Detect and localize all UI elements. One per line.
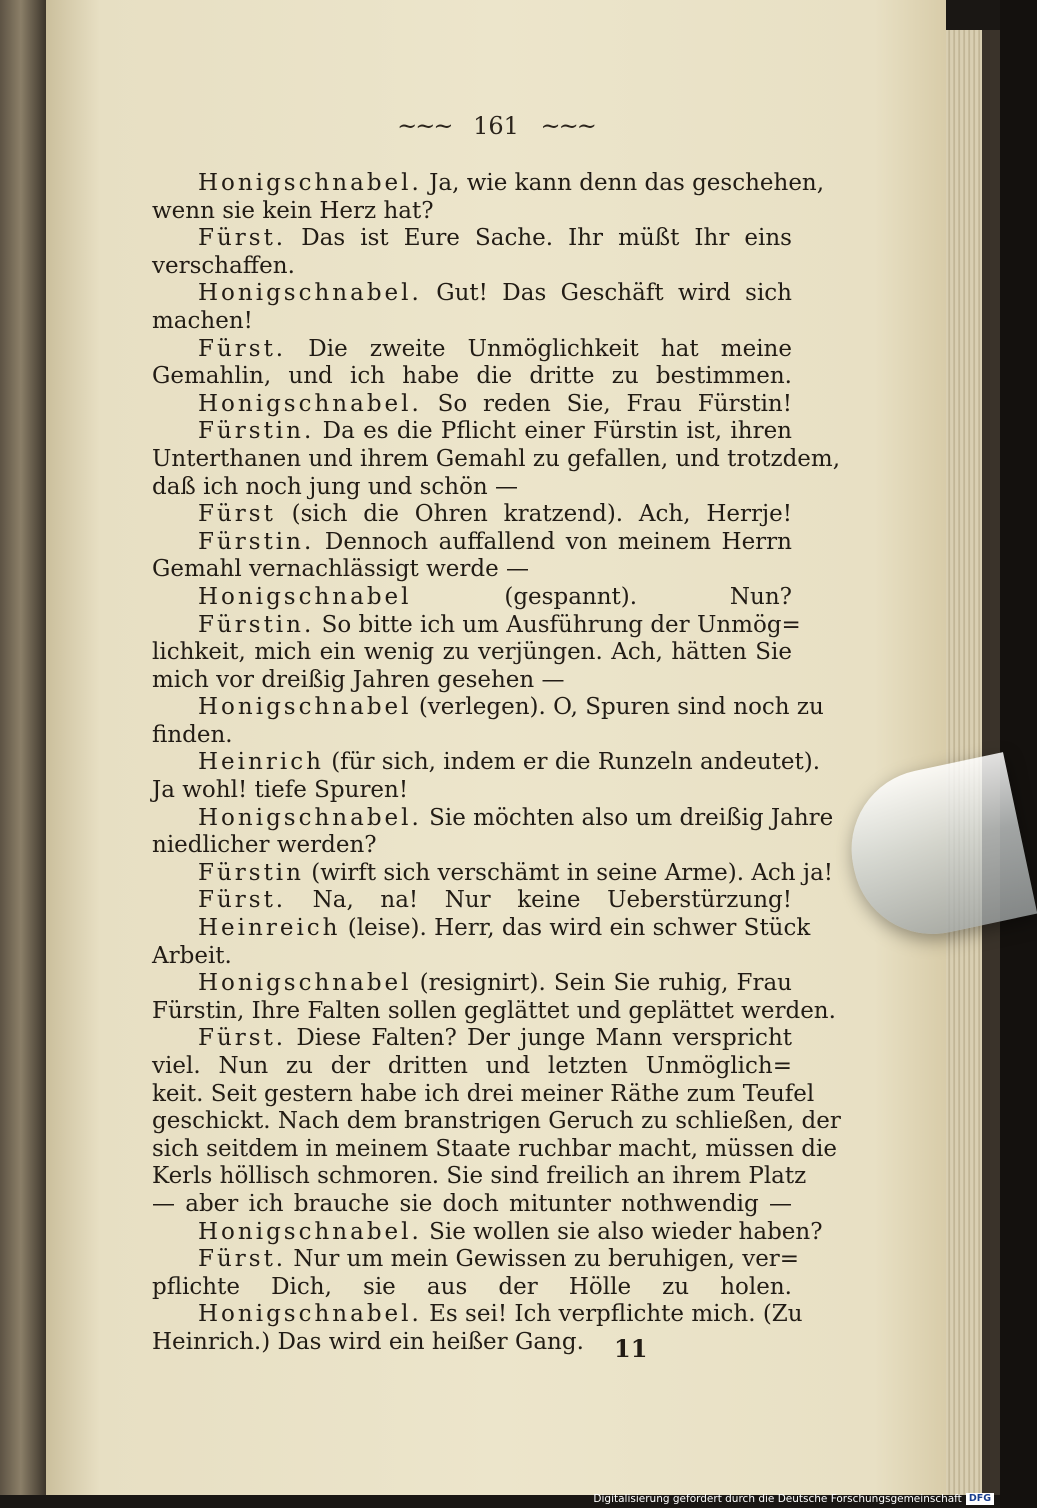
line-text: Gut! Das Geschäft wird sich bbox=[421, 280, 792, 307]
text-line bbox=[152, 445, 841, 474]
line-text: — aber ich brauche sie doch mitunter nothwendig — bbox=[152, 1190, 792, 1217]
line-text: Na, na! Nur keine Ueberstürzung! bbox=[286, 887, 792, 914]
line-text: Da es die Pflicht einer Fürstin ist, ihren bbox=[314, 418, 792, 445]
speaker-name: Honigschnabel bbox=[198, 970, 412, 997]
text-line bbox=[152, 584, 792, 612]
text-line bbox=[152, 529, 792, 557]
line-text: Nur um mein Gewissen zu beruhigen, ver= bbox=[286, 1246, 800, 1273]
text-line bbox=[152, 1163, 807, 1191]
speaker-name: Fürst. bbox=[198, 887, 287, 914]
text-line bbox=[152, 280, 792, 308]
line-text: Arbeit. bbox=[152, 942, 232, 969]
text-line bbox=[152, 804, 834, 833]
text-line bbox=[152, 1329, 792, 1357]
digitization-credit bbox=[593, 1492, 994, 1506]
line-text: Gemahl vernachlässigt werde — bbox=[152, 556, 530, 583]
signature-mark: 11 bbox=[614, 1334, 648, 1363]
text-line bbox=[152, 943, 792, 971]
header-ornament-right: ~~~ bbox=[540, 112, 595, 140]
text-line bbox=[152, 611, 801, 640]
text-line bbox=[152, 501, 792, 529]
speaker-name: Fürst bbox=[198, 501, 276, 528]
header-ornament-left: ~~~ bbox=[397, 112, 452, 140]
text-line bbox=[152, 1274, 792, 1302]
text-line bbox=[152, 225, 792, 253]
line-text: Unterthanen und ihrem Gemahl zu gefallen, und trotzdem, bbox=[152, 445, 841, 472]
text-line bbox=[152, 1108, 841, 1136]
text-line bbox=[152, 667, 792, 695]
line-text: So bitte ich um Ausführung der Unmög= bbox=[314, 611, 801, 638]
speaker-name: Fürst. bbox=[198, 225, 287, 252]
text-line bbox=[152, 859, 834, 888]
text-line bbox=[152, 970, 792, 998]
text-line bbox=[152, 1053, 792, 1081]
line-text: Dennoch auffallend von meinem Herrn bbox=[314, 528, 792, 555]
line-text: sich seitdem in meinem Staate ruchbar macht, müssen die bbox=[152, 1135, 838, 1162]
line-text: keit. Seit gestern habe ich drei meiner Räthe zum Teufel bbox=[152, 1080, 815, 1107]
line-text: (resignirt). Sein Sie ruhig, Frau bbox=[411, 970, 792, 997]
text-line bbox=[152, 418, 792, 446]
text-line bbox=[152, 749, 821, 777]
credit-text: Digitalisierung gefördert durch die Deutsche Forschungsgemeinschaft bbox=[593, 1493, 962, 1505]
line-text: Ja, wie kann denn das geschehen, bbox=[421, 170, 825, 196]
speaker-name: Honigschnabel bbox=[198, 583, 412, 610]
line-text: geschickt. Nach dem branstrigen Geruch zu schließen, der bbox=[152, 1108, 841, 1135]
line-text: Das ist Eure Sache. Ihr müßt Ihr eins bbox=[286, 225, 792, 252]
line-text: machen! bbox=[152, 307, 253, 334]
text-line bbox=[152, 777, 792, 805]
line-text: Die zweite Unmöglichkeit hat meine bbox=[286, 335, 792, 362]
text-line bbox=[152, 887, 792, 915]
speaker-name: Honigschnabel. bbox=[198, 1218, 422, 1245]
text-line bbox=[152, 1246, 800, 1274]
facing-page-edge bbox=[0, 0, 46, 1495]
line-text: (gespannt). Nun? bbox=[411, 583, 792, 610]
line-text: Fürstin, Ihre Falten sollen geglättet und geplättet werden. bbox=[152, 997, 836, 1024]
page-header bbox=[46, 112, 946, 140]
speaker-name: Honigschnabel. bbox=[198, 280, 422, 307]
line-text: lichkeit, mich ein wenig zu verjüngen. Ach, hätten Sie bbox=[152, 639, 792, 666]
text-line bbox=[152, 997, 836, 1026]
speaker-name: Honigschnabel. bbox=[198, 390, 422, 417]
speaker-name: Heinreich bbox=[198, 915, 341, 942]
line-text: Sie möchten also um dreißig Jahre bbox=[421, 804, 834, 831]
page-number: 161 bbox=[473, 112, 519, 140]
text-line bbox=[152, 694, 824, 722]
line-text: daß ich noch jung und schön — bbox=[152, 473, 519, 500]
line-text: Ja wohl! tiefe Spuren! bbox=[152, 777, 409, 804]
text-line bbox=[152, 336, 792, 364]
speaker-name: Fürst. bbox=[198, 335, 287, 362]
text-line bbox=[152, 363, 792, 391]
line-text: (sich die Ohren kratzend). Ach, Herrje! bbox=[275, 501, 792, 528]
text-line bbox=[152, 1025, 792, 1053]
line-text: (verlegen). O, Spuren sind noch zu bbox=[411, 694, 824, 721]
line-text: niedlicher werden? bbox=[152, 832, 377, 859]
line-text: mich vor dreißig Jahren gesehen — bbox=[152, 666, 565, 693]
line-text: wenn sie kein Herz hat? bbox=[152, 197, 434, 224]
speaker-name: Fürst. bbox=[198, 1025, 287, 1052]
text-line bbox=[152, 198, 792, 226]
text-line bbox=[152, 1301, 803, 1329]
text-line bbox=[152, 1218, 823, 1247]
text-line bbox=[152, 474, 792, 502]
line-text: Diese Falten? Der junge Mann verspricht bbox=[286, 1025, 792, 1052]
line-text: (wirft sich verschämt in seine Arme). Ach ja! bbox=[303, 859, 834, 886]
speaker-name: Honigschnabel. bbox=[198, 170, 422, 196]
line-text: viel. Nun zu der dritten und letzten Unmöglich= bbox=[152, 1053, 792, 1079]
speaker-name: Heinrich bbox=[198, 749, 324, 776]
text-line bbox=[152, 556, 792, 584]
line-text: verschaffen. bbox=[152, 252, 295, 279]
text-line bbox=[152, 308, 792, 336]
text-line bbox=[152, 639, 792, 667]
speaker-name: Fürstin. bbox=[198, 418, 315, 445]
dfg-logo: DFG bbox=[966, 1493, 994, 1505]
text-line bbox=[152, 1080, 815, 1109]
speaker-name: Fürstin. bbox=[198, 528, 315, 555]
speaker-name: Fürst. bbox=[198, 1246, 287, 1273]
text-line bbox=[152, 832, 792, 860]
line-text: finden. bbox=[152, 721, 233, 748]
line-text: (für sich, indem er die Runzeln andeutet). bbox=[323, 749, 821, 776]
text-line bbox=[152, 170, 825, 198]
speaker-name: Fürstin. bbox=[198, 611, 315, 638]
speaker-name: Honigschnabel bbox=[198, 694, 412, 721]
text-line bbox=[152, 915, 811, 943]
speaker-name: Honigschnabel. bbox=[198, 1301, 422, 1328]
speaker-name: Fürstin bbox=[198, 859, 304, 886]
speaker-name: Honigschnabel. bbox=[198, 804, 422, 831]
text-line bbox=[152, 722, 792, 750]
line-text: Kerls höllisch schmoren. Sie sind freilich an ihrem Platz bbox=[152, 1163, 807, 1190]
line-text: pflichte Dich, sie aus der Hölle zu holen. bbox=[152, 1273, 792, 1300]
text-line bbox=[152, 391, 792, 419]
text-line bbox=[152, 1135, 838, 1164]
text-line bbox=[152, 1191, 792, 1219]
line-text: So reden Sie, Frau Fürstin! bbox=[421, 390, 792, 417]
line-text: Sie wollen sie also wieder haben? bbox=[421, 1218, 823, 1245]
line-text: (leise). Herr, das wird ein schwer Stück bbox=[340, 915, 811, 942]
line-text: Es sei! Ich verpflichte mich. (Zu bbox=[421, 1301, 803, 1328]
line-text: Heinrich.) Das wird ein heißer Gang. bbox=[152, 1328, 584, 1355]
line-text: Gemahlin, und ich habe die dritte zu bestimmen. bbox=[152, 363, 792, 390]
page-body-text bbox=[152, 170, 841, 1357]
text-line bbox=[152, 253, 792, 281]
